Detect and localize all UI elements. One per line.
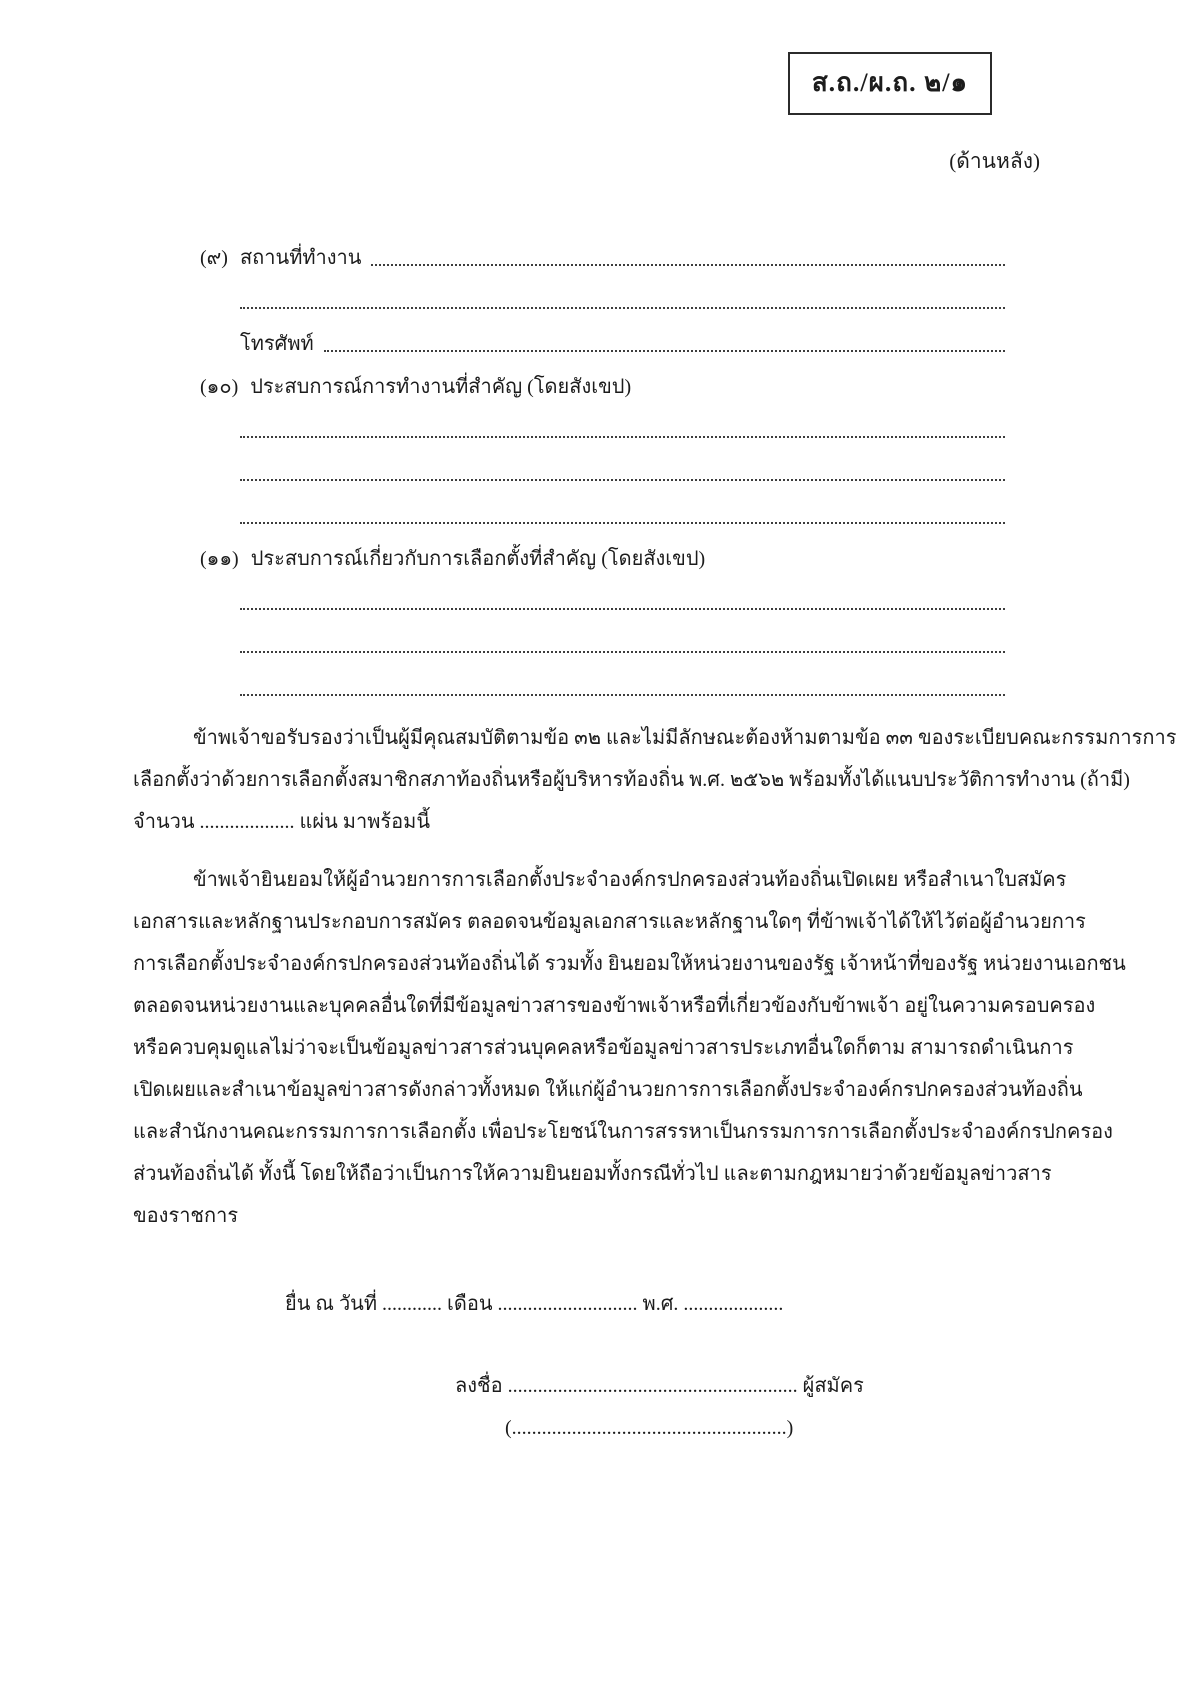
certify-line-sheet-count: จำนวน ................... แผ่น มาพร้อมนี้ xyxy=(133,811,431,833)
submission-date-line[interactable]: ยื่น ณ วันที่ ............ เดือน ............................ พ.ศ. .................... xyxy=(285,1293,784,1315)
item-9-number: (๙) xyxy=(200,247,228,269)
election-experience-field-3[interactable] xyxy=(240,682,1005,696)
page-side-label: (ด้านหลัง) xyxy=(949,149,1040,173)
election-experience-blank-3 xyxy=(133,660,1005,703)
consent-paragraph xyxy=(133,859,1126,1237)
work-experience-label: ประสบการณ์การทำงานที่สำคัญ (โดยสังเขป) xyxy=(250,376,632,398)
certify-line: ข้าพเจ้าขอรับรองว่าเป็นผู้มีคุณสมบัติตามข้อ ๓๒ และไม่มีลักษณะต้องห้ามตามข้อ ๓๓ ของระเบียบคณะกรรมการการ xyxy=(193,727,1177,749)
signature-line xyxy=(455,1365,1040,1407)
item-11-row xyxy=(133,531,1005,574)
work-experience-blank-2 xyxy=(133,445,1005,488)
work-experience-field-3[interactable] xyxy=(240,510,1005,524)
consent-line: ส่วนท้องถิ่นได้ ทั้งนี้ โดยให้ถือว่าเป็นการให้ความยินยอมทั้งกรณีทั่วไป และตามกฎหมายว่าด้วยข้อมูลข่าวสาร xyxy=(133,1163,1052,1185)
consent-line: ตลอดจนหน่วยงานและบุคคลอื่นใดที่มีข้อมูลข่าวสารของข้าพเจ้าหรือที่เกี่ยวข้องกับข้าพเจ้า อยู่ในความครอบครอง xyxy=(133,995,1096,1017)
signer-name-field[interactable]: (.......................................................) xyxy=(505,1417,794,1439)
item-9-row-2 xyxy=(133,273,1005,316)
signer-role-label: ผู้สมัคร xyxy=(802,1375,864,1397)
phone-label: โทรศัพท์ xyxy=(240,333,314,355)
work-experience-blank-3 xyxy=(133,488,1005,531)
phone-field[interactable] xyxy=(324,338,1005,352)
election-experience-label: ประสบการณ์เกี่ยวกับการเลือกตั้งที่สำคัญ (โดยสังเขป) xyxy=(250,548,706,570)
badge-row xyxy=(133,0,1040,115)
signature-field[interactable]: .......................................................... xyxy=(507,1375,798,1397)
election-experience-field-2[interactable] xyxy=(240,639,1005,653)
workplace-field-line-2[interactable] xyxy=(240,295,1005,309)
election-experience-blank-2 xyxy=(133,617,1005,660)
work-experience-blank-1 xyxy=(133,402,1005,445)
consent-line: ข้าพเจ้ายินยอมให้ผู้อำนวยการการเลือกตั้งประจำองค์กรปกครองส่วนท้องถิ่นเปิดเผย หรือสำเนาใบสมัคร xyxy=(193,869,1067,891)
certify-paragraph xyxy=(133,717,1177,843)
numbered-items xyxy=(133,230,1040,703)
workplace-field[interactable] xyxy=(371,252,1005,266)
election-experience-blank-1 xyxy=(133,574,1005,617)
consent-line: ของราชการ xyxy=(133,1205,239,1227)
certify-line: เลือกตั้งว่าด้วยการเลือกตั้งสมาชิกสภาท้องถิ่นหรือผู้บริหารท้องถิ่น พ.ศ. ๒๕๖๒ พร้อมทั้งได้แนบประวัติการทำงาน (ถ้ามี) xyxy=(133,769,1130,791)
form-code-badge: ส.ถ./ผ.ถ. ๒/๑ xyxy=(788,52,992,115)
consent-line: เอกสารและหลักฐานประกอบการสมัคร ตลอดจนข้อมูลเอกสารและหลักฐานใดๆ ที่ข้าพเจ้าได้ให้ไว้ต่อผู้อำนวยการ xyxy=(133,911,1086,933)
consent-line: การเลือกตั้งประจำองค์กรปกครองส่วนท้องถิ่นได้ รวมทั้ง ยินยอมให้หน่วยงานของรัฐ เจ้าหน้าที่ของรัฐ หน่วยงานเอกชน xyxy=(133,953,1126,975)
signature-label: ลงชื่อ xyxy=(455,1375,503,1397)
item-10-row xyxy=(133,359,1005,402)
workplace-label: สถานที่ทำงาน xyxy=(239,247,362,269)
work-experience-field-2[interactable] xyxy=(240,467,1005,481)
work-experience-field-1[interactable] xyxy=(240,424,1005,438)
item-9-row xyxy=(133,230,1005,273)
consent-line: และสำนักงานคณะกรรมการการเลือกตั้ง เพื่อประโยชน์ในการสรรหาเป็นกรรมการการเลือกตั้งประจำองค์กรปกครอง xyxy=(133,1121,1113,1143)
item-11-number: (๑๑) xyxy=(200,548,239,570)
phone-row xyxy=(133,316,1005,359)
consent-line: หรือควบคุมดูแลไม่ว่าจะเป็นข้อมูลข่าวสารส่วนบุคคลหรือข้อมูลข่าวสารประเภทอื่นใดก็ตาม สามารถดำเนินการ xyxy=(133,1037,1074,1059)
consent-line: เปิดเผยและสำเนาข้อมูลข่าวสารดังกล่าวทั้งหมด ให้แก่ผู้อำนวยการการเลือกตั้งประจำองค์กรปกครองส่วนท้องถิ่น xyxy=(133,1079,1083,1101)
item-10-number: (๑๐) xyxy=(200,376,239,398)
election-experience-field-1[interactable] xyxy=(240,596,1005,610)
